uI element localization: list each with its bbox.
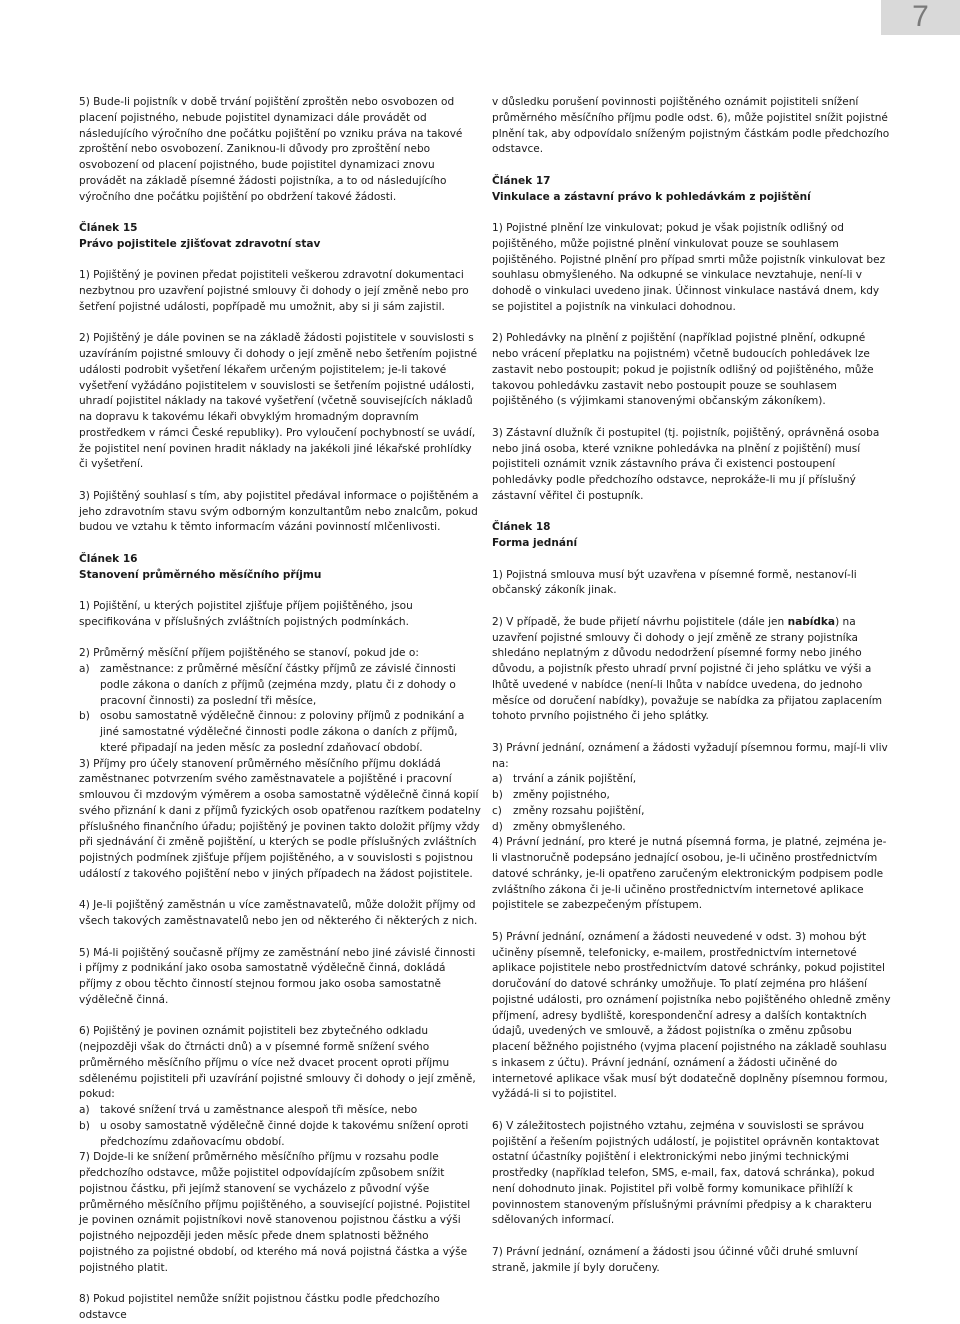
- paragraph: v důsledku porušení povinnosti pojištěného oznámit pojistiteli snížení průměrného měsíčního příjmu podle odst. 6), může pojistitel snížit pojistné plnění tak, aby odpovídalo sníženým pojistným částkám podle předchozího odstavce.: [492, 96, 890, 156]
- list-text: osobu samostatně výdělečně činnou: z poloviny příjmů z podnikání a jiné samostatné výdělečné činnosti podle zákona o daních z příjmů, které připadají na jeden měsíc za poslední zdaňovací období.: [100, 710, 465, 754]
- paragraph: 4) Právní jednání, pro které je nutná písemná forma, je platné, zejména je-li vlastnoručně podepsáno jednající osobou, je-li učiněno prostřednictvím datové schránky, je-li opatřeno zaručeným elektronickým podpisem podle zvláštního zákona či je-li učiněno prostřednictvím internetové aplikace pojistitele se zabezpečeným přístupem.: [492, 836, 887, 912]
- left-column: [79, 95, 481, 1321]
- article-heading: Právo pojistitele zjišťovat zdravotní stav: [79, 237, 321, 250]
- list-text: zaměstnance: z průměrné měsíční částky příjmů ze závislé činnosti podle zákona o daních z příjmů (zejména mzdy, platu či z dohody o pracovní činnosti) za poslední tři měsíce,: [100, 663, 456, 707]
- paragraph: 2) Průměrný měsíční příjem pojištěného se stanoví, pokud jde o:: [79, 647, 419, 660]
- paragraph: 1) Pojištěný je povinen předat pojistiteli veškerou zdravotní dokumentaci nezbytnou pro uzavření pojistné smlouvy či dohody o její změně nebo pro šetření pojistné události, popřípadě mu umožnit, aby si ji sám zajistil.: [79, 269, 469, 313]
- list-item: [492, 804, 892, 820]
- article-title: Článek 15: [79, 222, 138, 234]
- text-run: 2) V případě, že bude přijetí návrhu pojistitele (dále jen: [492, 615, 788, 628]
- list-label: b): [79, 710, 90, 723]
- paragraph: 5) Má-li pojištěný současně příjmy ze zaměstnání nebo jiné závislé činnosti i příjmy z podnikání jako osoba samostatně výdělečně činná, dokládá příjmy z obou těchto činností stejnou formou jako osoba samostatně výdělečně činná.: [79, 946, 476, 1006]
- article-title: Článek 18: [492, 521, 551, 534]
- list-item: [79, 1119, 481, 1151]
- paragraph: 1) Pojištění, u kterých pojistitel zjišťuje příjem pojištěného, jsou specifikována v příslušných zvláštních pojistných podmínkách.: [79, 600, 413, 628]
- paragraph: 3) Zástavní dlužník či postupitel (tj. pojistník, pojištěný, oprávněná osoba nebo jiná osoba, které vznikne pohledávka na plnění z pojištění) musí pojistiteli oznámit vznik zástavního práva či existenci postoupení pohledávky podle předchozího odstavce, neprokáže-li mu jí příslušný zástavní věřitel či postupník.: [492, 426, 880, 502]
- bold-term: nabídka: [787, 615, 836, 628]
- right-column: [492, 95, 892, 1274]
- list-label: d): [492, 820, 503, 833]
- paragraph: 3) Příjmy pro účely stanovení průměrného měsíčního příjmu dokládá zaměstnanec potvrzením svého zaměstnavatele a pojištěné i pracovní smlouvou či mzdovým výměrem a osoba samostatně výdělečně činná kopií svého přiznání k dani z příjmů fyzických osob opatřenou razítkem podatelny příslušného finančního úřadu; pojištěný je povinen takto doložit příjmy vždy při sjednávání či změně pojištění, u kterých se podle příslušných zvláštních pojistných podmínek zjišťuje příjem pojištěného, a v souvislosti s pojistnou událostí z takového pojištění nebo v jiných případech na žádost pojistitele.: [79, 757, 481, 880]
- paragraph: 6) V záležitostech pojistného vztahu, zejména v souvislosti se správou pojištění a řešením pojistných událostí, je pojistitel oprávněn kontaktovat ostatní účastníky pojištění i elektronickými nebo jinými technickými prostředky (například telefon, SMS, e-mail, fax, datová schránka), pokud není dohodnuto jinak. Pojistitel při volbě formy komunikace přihlíží k povinnostem stanoveným příslušnými právními předpisy a k charakteru sdělovaných informací.: [492, 1119, 880, 1227]
- list-text: změny obmyšleného.: [513, 820, 626, 833]
- article-heading: Forma jednání: [492, 537, 578, 549]
- list-item: [492, 772, 892, 788]
- list-item: [79, 1103, 481, 1119]
- paragraph: 8) Pokud pojistitel nemůže snížit pojistnou částku podle předchozího odstavce: [79, 1293, 440, 1321]
- paragraph: 1) Pojistné plnění lze vinkulovat; pokud je však pojistník odlišný od pojištěného, může pojistné plnění vinkulovat pouze se souhlasem pojištěného. Pojistné plnění pro případ smrti může pojistník vinkulovat bez souhlasu obmyšleného. Na odkupné se vinkulace nevztahuje, není-li v dohodě o vinkulaci uvedeno jinak. Účinnost vinkulace nastává dnem, kdy se pojistitel a pojistník na vinkulaci dohodnou.: [492, 222, 886, 313]
- list-label: b): [492, 789, 503, 801]
- list-item: [79, 709, 481, 756]
- paragraph: 2) Pojištěný je dále povinen se na základě žádosti pojistitele v souvislosti s uzavíráním pojistné smlouvy či dohody o její změně nebo šetřením pojistné události podrobit vyšetření lékařem určeným pojistitelem; je-li takové vyšetření vyžádáno pojistitelem v souvislosti se šetřením pojistné události, uhradí pojistitel náklady na takové vyšetření (včetně souvisejících nákladů na dopravu k takovému lékaři obvyklým hromadným dopravním prostředkem v rámci České republiky). Pro vyloučení pochybností se uvádí, že pojistitel není povinen hradit náklady na jakékoli jiné lékařské prohlídky či vyšetření.: [79, 332, 478, 471]
- paragraph-dynamizace-5: 5) Bude-li pojistník v době trvání pojištění zproštěn nebo osvobozen od placení pojistného, nebude pojistitel dynamizaci dále provádět od následujícího výročního dne počátku pojištění po vzniku práva na takové zproštění nebo osvobození. Zaniknou-li důvody pro zproštění nebo osvobození od placení pojistného, bude pojistitel dynamizaci znovu provádět na základě písemné žádosti pojistníka, a to od následujícího výročního dne počátku pojištění po obdržení takové žádosti.: [79, 96, 463, 203]
- paragraph: 5) Právní jednání, oznámení a žádosti neuvedené v odst. 3) mohou být učiněny písemně, telefonicky, e-mailem, prostřednictvím internetové aplikace pojistitele nebo prostřednictvím datové schránky, pokud pojistitel doručování do datové schránky umožňuje. To platí zejména pro hlášení pojistné události, pro oznámení pojistníka nebo pojištěného ohledně změny příjmení, adresy bydliště, korespondenční adresy a dalších kontaktních údajů, uvedených ve smlouvě, a žádost pojistníka o změnu způsobu placení běžného pojistného (vyjma placení pojistného na základě souhlasu s inkasem z účtu). Právní jednání, oznámení a žádosti učiněné do internetové aplikace však musí být dodatečně doplněny písemnou formou, vyžádá-li si to pojistitel.: [492, 930, 891, 1101]
- list-label: a): [79, 663, 90, 675]
- paragraph: [492, 615, 892, 725]
- article-title: Článek 16: [79, 552, 138, 565]
- list-label: a): [492, 773, 503, 786]
- list-item: [492, 788, 892, 804]
- article-heading: Vinkulace a zástavní právo k pohledávkám z pojištění: [492, 190, 811, 203]
- list-text: u osoby samostatně výdělečně činné dojde k takovému snížení oproti předchozímu zdaňovacímu období.: [100, 1119, 469, 1148]
- list-text: změny pojistného,: [513, 789, 610, 801]
- page-number: 7: [912, 0, 929, 33]
- article-title: Článek 17: [492, 174, 551, 187]
- article-heading: Stanovení průměrného měsíčního příjmu: [79, 568, 322, 581]
- paragraph: 7) Dojde-li ke snížení průměrného měsíčního příjmu v rozsahu podle předchozího odstavce, může pojistitel odpovídajícím způsobem snížit pojistnou částku, při jejímž stanovení se vycházelo z původní výše průměrného měsíčního příjmu pojištěného, a související pojistné. Pojistitel je povinen oznámit pojistníkovi nově stanovenou pojistnou částku a výši pojistného nejpozději jeden měsíc přede dnem splatnosti běžného pojistného za pojistné období, od kterého má nová pojistná částka a výše pojistného platit.: [79, 1151, 471, 1274]
- paragraph: 4) Je-li pojištěný zaměstnán u více zaměstnavatelů, může doložit příjmy od všech takových zaměstnavatelů nebo jen od některého či některých z nich.: [79, 899, 478, 927]
- paragraph: 1) Pojistná smlouva musí být uzavřena v písemné formě, nestanoví-li občanský zákoník jinak.: [492, 568, 857, 597]
- page-number-tab: [881, 0, 960, 35]
- article-15-header: [79, 221, 481, 253]
- paragraph: 3) Právní jednání, oznámení a žádosti vyžadují písemnou formu, mají-li vliv na:: [492, 741, 888, 770]
- text-run: ) na uzavření pojistné smlouvy či dohody o její změně ze strany pojistníka shledáno neplatným z důvodu nedodržení písemné formy nebo jiného důvodu, a pojistník přesto uhradí první pojistné či jeho splátku ve výši a lhůtě uvedené v nabídce (není-li lhůta v nabídce uvedena, do jednoho měsíce od doručení nabídky), považuje se nabídka za přijatou zaplacením tohoto prvního pojistného či jeho splátky.: [492, 615, 882, 723]
- list-text: trvání a zánik pojištění,: [513, 773, 637, 786]
- paragraph: 7) Právní jednání, oznámení a žádosti jsou účinné vůči druhé smluvní straně, jakmile jí byly doručeny.: [492, 1245, 858, 1274]
- paragraph: 3) Pojištěný souhlasí s tím, aby pojistitel předával informace o pojištěném a jeho zdravotním stavu svým odborným konzultantům nebo znalcům, pokud budou ve vztahu k těmto informacím vázáni povinností mlčenlivosti.: [79, 489, 479, 534]
- list-item: [492, 820, 892, 836]
- list-label: c): [492, 804, 502, 817]
- article-16-header: [79, 552, 481, 584]
- article-18-header: [492, 520, 892, 552]
- list-text: změny rozsahu pojištění,: [513, 804, 645, 817]
- paragraph: 2) Pohledávky na plnění z pojištění (například pojistné plnění, odkupné nebo vrácení přeplatku na pojistném) včetně budoucích pohledávek lze zastavit nebo postoupit; pokud je pojistník odlišný od pojištěného, může takovou pohledávku zastavit nebo postoupit pouze se souhlasem pojištěného (s výjimkami stanovenými občanským zákoníkem).: [492, 332, 874, 408]
- list-label: b): [79, 1119, 90, 1132]
- article-17-header: [492, 174, 892, 206]
- list-item: [79, 662, 481, 709]
- list-text: takové snížení trvá u zaměstnance alespoň tři měsíce, nebo: [100, 1104, 418, 1116]
- list-label: a): [79, 1104, 90, 1116]
- paragraph: 6) Pojištěný je povinen oznámit pojistiteli bez zbytečného odkladu (nejpozději však do čtrnácti dnů) a v písemné formě snížení svého průměrného měsíčního příjmu o více než dvacet procent oproti příjmu sdělenému pojistiteli při uzavírání pojistné smlouvy či dohody o její změně, pokud:: [79, 1025, 476, 1101]
